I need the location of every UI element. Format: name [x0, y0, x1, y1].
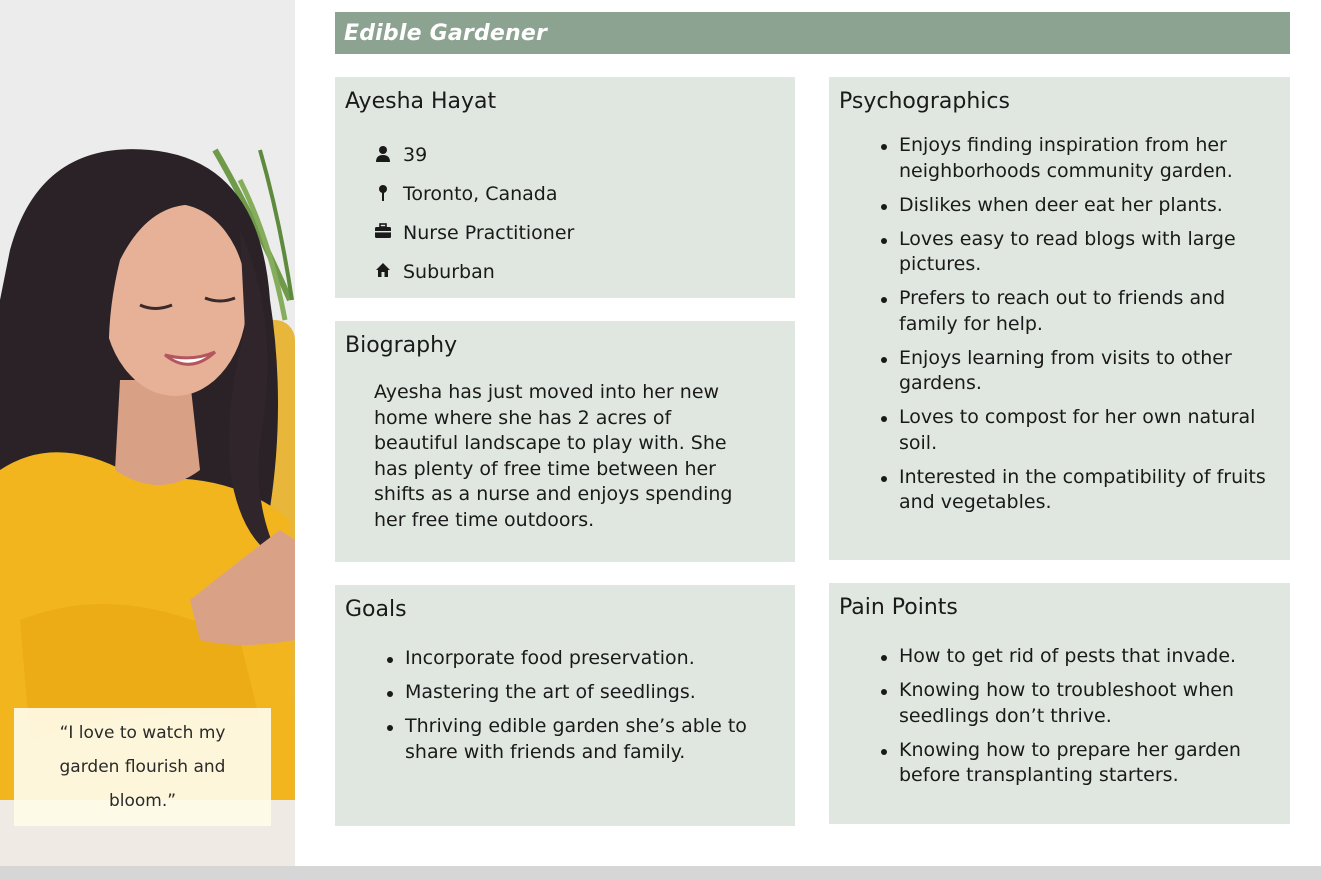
- persona-name: Ayesha Hayat: [345, 89, 497, 114]
- bottom-strip: [0, 866, 1321, 880]
- profile-details: [373, 135, 574, 291]
- home-icon: [373, 262, 393, 282]
- profile-residence-text: Suburban: [403, 260, 495, 283]
- quote-text: “I love to watch my garden flourish and bloom.”: [59, 723, 226, 811]
- list-item: Incorporate food preservation.: [385, 646, 780, 672]
- page-title: Edible Gardener: [344, 20, 548, 46]
- biography-card: [335, 321, 795, 562]
- pain-points-list: [879, 644, 1274, 797]
- goals-title: Goals: [345, 597, 407, 622]
- persona-photo: [0, 0, 295, 866]
- profile-card: [335, 77, 795, 298]
- biography-title: Biography: [345, 333, 458, 358]
- list-item: How to get rid of pests that invade.: [879, 644, 1274, 670]
- person-icon: [373, 145, 393, 165]
- list-item: Loves easy to read blogs with large pictures.: [879, 227, 1274, 278]
- profile-location-text: Toronto, Canada: [403, 182, 558, 205]
- psychographics-title: Psychographics: [839, 89, 1010, 114]
- profile-age-text: 39: [403, 143, 428, 166]
- profile-age: [373, 135, 574, 174]
- list-item: Prefers to reach out to friends and family for help.: [879, 286, 1274, 337]
- profile-occupation-text: Nurse Practitioner: [403, 221, 575, 244]
- profile-occupation: [373, 213, 574, 252]
- goals-list: [385, 646, 780, 774]
- list-item: Knowing how to troubleshoot when seedlings don’t thrive.: [879, 678, 1274, 729]
- psychographics-card: [829, 77, 1290, 560]
- psychographics-list: [879, 133, 1274, 524]
- header-bar: [335, 12, 1290, 54]
- profile-location: [373, 174, 574, 213]
- quote-box: [14, 708, 271, 826]
- list-item: Enjoys learning from visits to other gardens.: [879, 346, 1274, 397]
- list-item: Dislikes when deer eat her plants.: [879, 193, 1274, 219]
- goals-card: [335, 585, 795, 826]
- profile-residence: [373, 252, 574, 291]
- list-item: Mastering the art of seedlings.: [385, 680, 780, 706]
- list-item: Interested in the compatibility of fruits and vegetables.: [879, 465, 1274, 516]
- biography-text: Ayesha has just moved into her new home where she has 2 acres of beautiful landscape to play with. She has plenty of free time between her shifts as a nurse and enjoys spending her free time outdoors.: [374, 381, 733, 531]
- pain-points-card: [829, 583, 1290, 824]
- location-pin-icon: [373, 184, 393, 204]
- briefcase-icon: [373, 223, 393, 243]
- pain-points-title: Pain Points: [839, 595, 958, 620]
- list-item: Loves to compost for her own natural soil.: [879, 405, 1274, 456]
- list-item: Knowing how to prepare her garden before transplanting starters.: [879, 738, 1274, 789]
- list-item: Thriving edible garden she’s able to share with friends and family.: [385, 714, 780, 765]
- list-item: Enjoys finding inspiration from her neighborhoods community garden.: [879, 133, 1274, 184]
